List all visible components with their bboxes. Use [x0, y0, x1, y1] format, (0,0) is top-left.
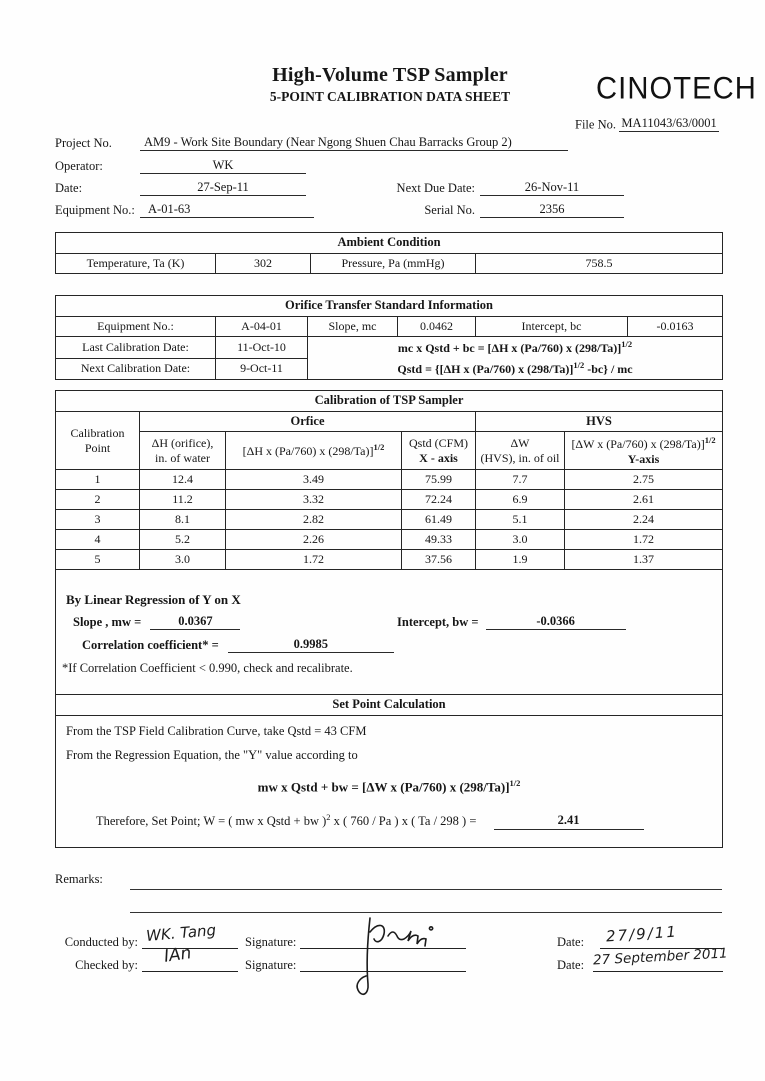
correlation-note: *If Correlation Coefficient < 0.990, check and recalibrate.: [62, 661, 353, 675]
intercept-bw-label: Intercept, bw =: [397, 614, 479, 629]
cell-qstd: 49.33: [402, 530, 476, 550]
last-cal-date-label: Last Calibration Date:: [56, 337, 216, 359]
page-title: High-Volume TSP Sampler: [272, 64, 508, 86]
orifice-equipment-label: Equipment No.:: [56, 317, 216, 337]
calibration-title: Calibration of TSP Sampler: [56, 391, 723, 412]
ambient-pressure-value: 758.5: [476, 254, 723, 274]
conducted-by-label: Conducted by:: [64, 935, 138, 949]
cell-dh-sqrt: 1.72: [226, 550, 402, 570]
orifice-formulas: [308, 337, 723, 380]
equipment-no-value: A-01-63: [140, 202, 314, 218]
operator-label: Operator:: [55, 159, 103, 173]
intercept-bw-value: -0.0366: [486, 614, 626, 630]
correlation-label: Correlation coefficient* =: [82, 637, 219, 652]
col-group-orifice: Orfice: [140, 412, 476, 432]
cell-qstd: 72.24: [402, 490, 476, 510]
cell-dh-sqrt: 2.26: [226, 530, 402, 550]
table-row: [56, 530, 723, 550]
regression-section: [56, 570, 723, 695]
cell-y: 1.72: [565, 530, 723, 550]
orifice-formula-1: mc x Qstd + bc = [ΔH x (Pa/760) x (298/Ta)]$^{1/2}$: [397, 339, 633, 355]
operator-field: [140, 156, 306, 174]
table-row: [56, 510, 723, 530]
remarks-line-1: [130, 888, 722, 890]
serial-no-field: [480, 200, 624, 218]
ambient-temp-label: Temperature, Ta (K): [56, 254, 216, 274]
set-point-line1: From the TSP Field Calibration Curve, take Qstd = 43 CFM: [66, 724, 367, 738]
regression-heading: By Linear Regression of Y on X: [66, 592, 241, 607]
checked-by-handwriting: IAn: [162, 943, 193, 967]
header-block: [245, 64, 535, 105]
cell-point: 1: [56, 470, 140, 490]
cell-dw: 7.7: [476, 470, 565, 490]
cell-dh-sqrt: 3.49: [226, 470, 402, 490]
cell-y: 2.24: [565, 510, 723, 530]
orifice-intercept-label: Intercept, bc: [476, 317, 628, 337]
orifice-standard-table: [55, 295, 723, 380]
cell-dh: 11.2: [140, 490, 226, 510]
cell-qstd: 37.56: [402, 550, 476, 570]
table-row: [56, 490, 723, 510]
date-field: [140, 178, 306, 196]
col-header-dh: ΔH (orifice), in. of water: [140, 432, 226, 470]
set-point-section: [56, 716, 723, 848]
next-due-value: 26-Nov-11: [480, 180, 624, 196]
operator-value: WK: [140, 158, 306, 174]
next-due-field: [480, 178, 624, 196]
cell-point: 3: [56, 510, 140, 530]
ambient-pressure-label: Pressure, Pa (mmHg): [311, 254, 476, 274]
next-cal-date-value: 9-Oct-11: [216, 358, 308, 380]
col-header-dh-formula: [ΔH x (Pa/760) x (298/Ta)]$^{1/2}$: [226, 432, 402, 470]
orifice-intercept-value: -0.0163: [628, 317, 723, 337]
slope-mw-line: [73, 614, 240, 630]
date-value: 27-Sep-11: [140, 180, 306, 196]
cell-dh: 3.0: [140, 550, 226, 570]
serial-no-label: Serial No.: [424, 203, 475, 217]
cell-point: 2: [56, 490, 140, 510]
cell-y: 2.75: [565, 470, 723, 490]
cell-dh-sqrt: 2.82: [226, 510, 402, 530]
set-point-line2: From the Regression Equation, the "Y" value according to: [66, 748, 358, 762]
ambient-title: Ambient Condition: [56, 233, 723, 254]
cell-point: 5: [56, 550, 140, 570]
project-no-field: [140, 133, 568, 151]
col-header-dw: ΔW (HVS), in. of oil: [476, 432, 565, 470]
calibration-table: [55, 390, 723, 848]
last-cal-date-value: 11-Oct-10: [216, 337, 308, 359]
file-no-label: File No.: [575, 117, 616, 132]
checked-by-label: Checked by:: [75, 958, 138, 972]
cell-dw: 1.9: [476, 550, 565, 570]
cell-dh: 12.4: [140, 470, 226, 490]
signature-label-2: Signature:: [245, 958, 297, 972]
set-point-result-label: Therefore, Set Point; W = ( mw x Qstd + bw )$^2$ x ( 760 / Pa ) x ( Ta / 298 ) =: [96, 812, 477, 829]
orifice-formula-2: Qstd = {[ΔH x (Pa/760) x (298/Ta)]$^{1/2}$ -bc} / mc: [397, 360, 633, 376]
signature-label-1: Signature:: [245, 935, 297, 949]
col-header-calibration-point: Calibration Point: [56, 412, 140, 470]
date-label: Date:: [55, 181, 83, 195]
set-point-formula: mw x Qstd + bw = [ΔW x (Pa/760) x (298/Ta)]$^{1/2}$: [257, 778, 521, 795]
date-label-2: Date:: [557, 958, 585, 972]
cell-dw: 3.0: [476, 530, 565, 550]
date-1-handwriting: 27/9/11: [605, 922, 679, 946]
remarks-label: Remarks:: [55, 872, 103, 886]
project-no-label: Project No.: [55, 136, 112, 150]
correlation-value: 0.9985: [228, 637, 394, 653]
cell-point: 4: [56, 530, 140, 550]
orifice-equipment-value: A-04-01: [216, 317, 308, 337]
date-label-1: Date:: [557, 935, 585, 949]
intercept-bw-line: [397, 614, 626, 630]
table-row: [56, 550, 723, 570]
correlation-line: [82, 637, 394, 653]
date-2-handwriting: 27 September 2011: [592, 945, 729, 969]
cell-y: 1.37: [565, 550, 723, 570]
orifice-std-title: Orifice Transfer Standard Information: [56, 296, 723, 317]
set-point-result-line: [96, 812, 644, 830]
file-no-line: [575, 116, 719, 132]
equipment-no-label: Equipment No.:: [55, 203, 135, 217]
next-due-label: Next Due Date:: [396, 181, 475, 195]
orifice-slope-value: 0.0462: [398, 317, 476, 337]
slope-mw-value: 0.0367: [150, 614, 240, 630]
signature-scribble: [330, 910, 470, 1002]
col-header-y-formula: [ΔW x (Pa/760) x (298/Ta)]$^{1/2}$ Y-axis: [565, 432, 723, 470]
cell-dw: 6.9: [476, 490, 565, 510]
file-no-value: MA11043/63/0001: [619, 116, 719, 132]
date-field-2: [592, 945, 729, 977]
next-cal-date-label: Next Calibration Date:: [56, 358, 216, 380]
orifice-slope-label: Slope, mc: [308, 317, 398, 337]
cell-qstd: 61.49: [402, 510, 476, 530]
ambient-temp-value: 302: [216, 254, 311, 274]
conducted-by-handwriting: WK. Tang: [145, 920, 217, 946]
slope-mw-label: Slope , mw =: [73, 614, 142, 629]
serial-no-value: 2356: [480, 202, 624, 218]
cell-dw: 5.1: [476, 510, 565, 530]
equipment-no-field: [140, 200, 314, 218]
col-header-qstd: Qstd (CFM) X - axis: [402, 432, 476, 470]
page-subtitle: 5-POINT CALIBRATION DATA SHEET: [269, 89, 511, 104]
set-point-title: Set Point Calculation: [56, 695, 723, 716]
cell-qstd: 75.99: [402, 470, 476, 490]
cell-y: 2.61: [565, 490, 723, 510]
cell-dh: 8.1: [140, 510, 226, 530]
col-group-hvs: HVS: [476, 412, 723, 432]
cell-dh-sqrt: 3.32: [226, 490, 402, 510]
ambient-condition-table: [55, 232, 723, 274]
set-point-result-value: 2.41: [494, 813, 644, 829]
checked-by-field: [142, 943, 238, 977]
cell-dh: 5.2: [140, 530, 226, 550]
project-no-value: AM9 - Work Site Boundary (Near Ngong Shuen Chau Barracks Group 2): [140, 135, 568, 151]
table-row: [56, 470, 723, 490]
company-logo: CINOTECH: [596, 70, 757, 106]
